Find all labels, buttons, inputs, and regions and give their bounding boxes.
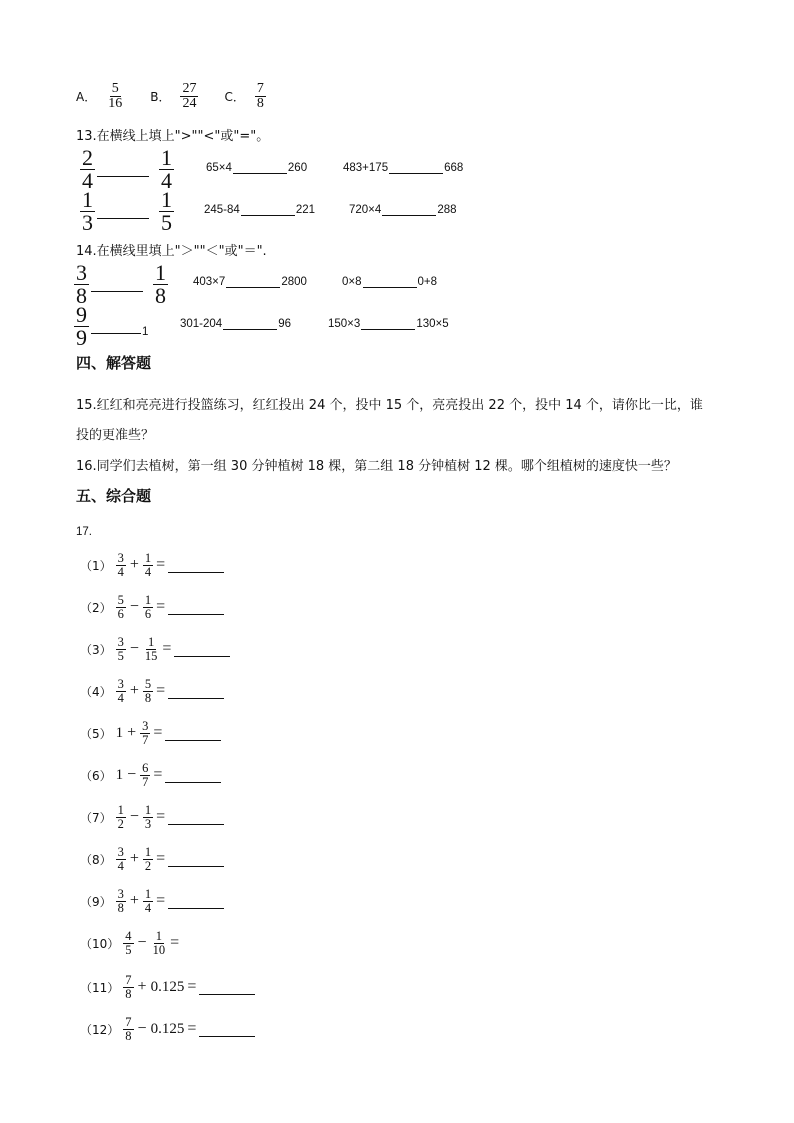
q14-row1-fraction-right: $\frac{1}{8}$ [155, 259, 166, 308]
q17-item [80, 1016, 255, 1042]
q17-item-label: （8） [80, 852, 112, 867]
q14-row1-expr-2: 0×8 0+8 [342, 276, 438, 288]
q12-options [76, 82, 266, 111]
q17-equals: = [156, 598, 166, 615]
q17-answer-blank[interactable] [199, 1022, 255, 1037]
q14-row2-blank-2[interactable] [223, 329, 277, 330]
option-c-label: C． [224, 90, 245, 104]
q14-row1-expr-1: 403×7 2800 [193, 276, 307, 288]
q17-equals: = [156, 556, 166, 573]
q14-row-1 [74, 259, 168, 308]
option-b-label: B． [150, 90, 171, 104]
q13-row1-expr-2: 483+175 668 [343, 162, 464, 174]
q17-equals: = [187, 1020, 197, 1037]
q17-fraction-a: $\frac{3}{4}$ [117, 551, 124, 579]
q14-row1-blank-3[interactable] [363, 287, 417, 288]
q17-equals: = [187, 978, 197, 995]
q17-fraction-b: $\frac{1}{4}$ [144, 887, 152, 915]
q17-item [80, 594, 224, 620]
q17-item [80, 636, 230, 662]
q13-row2-fraction-right: $\frac{1}{5}$ [161, 186, 172, 235]
q17-answer-blank[interactable] [168, 810, 224, 825]
q17-item-label: （1） [80, 558, 112, 573]
q17-answer-blank[interactable] [199, 980, 255, 995]
option-b-fraction: $\frac{27}{24}$ [182, 81, 197, 111]
q17-equals: = [156, 808, 166, 825]
q17-operator: + [137, 978, 147, 995]
q14-row2-expr-1: 301-204 96 [180, 318, 292, 330]
option-a-label: A． [76, 90, 97, 104]
q17-item [80, 846, 224, 872]
q17-item [80, 552, 224, 578]
q13-prompt: 13.在横线上填上">""<"或"="。 [76, 129, 270, 144]
q17-fraction-b: $\frac{5}{8}$ [144, 677, 152, 705]
q17-equals: = [153, 766, 163, 783]
q17-item-label: （10） [80, 936, 120, 951]
q17-answer-blank[interactable] [168, 684, 224, 699]
q13-row1-expr-1: 65×4 260 [206, 162, 308, 174]
q17-answer-blank[interactable] [168, 600, 224, 615]
q17-item [80, 888, 224, 914]
q17-equals: = [170, 934, 180, 951]
q17-answer-blank[interactable] [165, 768, 221, 783]
q17-fraction-a: $\frac{4}{5}$ [125, 929, 132, 957]
q17-item [80, 678, 224, 704]
section-5-title: 五、综合题 [76, 487, 152, 505]
q13-row1-fraction-right: $\frac{1}{4}$ [161, 144, 172, 193]
q13-row2-blank-1[interactable] [97, 218, 149, 219]
q17-answer-blank[interactable] [168, 852, 224, 867]
q17-answer-blank[interactable] [168, 894, 224, 909]
q17-fraction-a: $\frac{5}{6}$ [117, 593, 124, 621]
q13-row1-blank-2[interactable] [233, 173, 287, 174]
q14-row-2 [74, 301, 149, 350]
q17-fraction-a: $\frac{1}{2}$ [117, 803, 124, 831]
q17-item-label: （6） [80, 768, 112, 783]
q14-row2-fraction: $\frac{9}{9}$ [76, 301, 87, 350]
q17-fraction-b: $\frac{1}{6}$ [144, 593, 152, 621]
q17-answer-blank[interactable] [168, 558, 224, 573]
q17-item [80, 804, 224, 830]
q13-row2-fraction-left: $\frac{1}{3}$ [82, 186, 93, 235]
q13-row2-blank-2[interactable] [241, 215, 295, 216]
q14-prompt: 14.在横线里填上"＞""＜"或"＝". [76, 244, 267, 259]
q17-item [80, 762, 221, 788]
q16-text: 16.同学们去植树，第一组 30 分钟植树 18 棵，第二组 18 分钟植树 12 棵。哪个组植树的速度快一些？ [76, 459, 677, 474]
q13-row1-blank-3[interactable] [389, 173, 443, 174]
q17-item-label: （12） [80, 1022, 120, 1037]
q17-operator: − [129, 598, 139, 615]
q17-fraction-b: $\frac{1}{2}$ [144, 845, 152, 873]
q17-fraction-b: $\frac{1}{4}$ [144, 551, 152, 579]
q17-equals: = [162, 640, 172, 657]
q17-item-label: （4） [80, 684, 112, 699]
q17-operator: − [127, 766, 137, 783]
q13-row1-fraction-left: $\frac{2}{4}$ [82, 144, 93, 193]
q17-operator: − [137, 934, 147, 951]
option-a-fraction: $\frac{5}{16}$ [108, 81, 123, 111]
q17-operator: − [129, 640, 139, 657]
q17-item-label: （9） [80, 894, 112, 909]
q17-operator: + [129, 892, 139, 909]
q17-fraction-b: $\frac{1}{3}$ [144, 803, 152, 831]
q15-line-1: 15.红红和亮亮进行投篮练习，红红投出 24 个，投中 15 个，亮亮投出 22 个，投中 14 个，请你比一比，谁 [76, 398, 703, 413]
q17-operator: + [127, 724, 137, 741]
q17-fraction-b: $\frac{1}{10}$ [152, 929, 166, 957]
q13-row1-blank-1[interactable] [97, 176, 149, 177]
q17-operator: − [129, 808, 139, 825]
q17-fraction-a: $\frac{3}{5}$ [117, 635, 124, 663]
q14-row2-value: 1 [142, 326, 149, 338]
q13-row2-blank-3[interactable] [382, 215, 436, 216]
q17-item [80, 974, 255, 1000]
q13-row-1 [80, 144, 174, 193]
q14-row2-expr-2: 150×3 130×5 [328, 318, 449, 330]
q17-equals: = [153, 724, 163, 741]
q17-operator: + [129, 682, 139, 699]
section-4-title: 四、解答题 [76, 354, 152, 372]
q14-row1-fraction-left: $\frac{3}{8}$ [76, 259, 87, 308]
q14-row2-blank-3[interactable] [361, 329, 415, 330]
q17-fraction-a: $\frac{3}{4}$ [117, 845, 124, 873]
q17-item-label: （3） [80, 642, 112, 657]
q17-answer-blank[interactable] [174, 642, 230, 657]
q17-fraction-a: $\frac{3}{8}$ [117, 887, 124, 915]
option-c-fraction: $\frac{7}{8}$ [256, 81, 264, 111]
q17-fraction-b: $\frac{6}{7}$ [142, 761, 149, 789]
q17-equals: = [156, 682, 166, 699]
q17-operator: + [129, 556, 139, 573]
q17-decimal: 0.125 [150, 978, 185, 995]
q17-operator: + [129, 850, 139, 867]
q17-item [80, 930, 182, 956]
q17-equals: = [156, 892, 166, 909]
q13-row2-expr-2: 720×4 288 [349, 204, 457, 216]
q17-item-label: （5） [80, 726, 112, 741]
q14-row1-blank-1[interactable] [91, 291, 143, 292]
q15-line-2: 投的更准些？ [76, 428, 155, 443]
q17-label: 17. [76, 526, 92, 538]
q13-row2-expr-1: 245-84 221 [204, 204, 315, 216]
q17-integer: 1 [115, 724, 124, 741]
q14-row1-blank-2[interactable] [226, 287, 280, 288]
q13-row-2 [80, 186, 174, 235]
q17-decimal: 0.125 [150, 1020, 185, 1037]
q14-row2-blank-1[interactable] [91, 333, 141, 334]
q17-item [80, 720, 221, 746]
q17-answer-blank[interactable] [165, 726, 221, 741]
q17-operator: − [137, 1020, 147, 1037]
q17-equals: = [156, 850, 166, 867]
q17-fraction-b: $\frac{1}{15}$ [144, 635, 158, 663]
q17-item-label: （11） [80, 980, 120, 995]
q17-fraction-a: $\frac{7}{8}$ [125, 973, 132, 1001]
q17-item-label: （2） [80, 600, 112, 615]
q17-integer: 1 [115, 766, 124, 783]
q17-item-label: （7） [80, 810, 112, 825]
q17-fraction-a: $\frac{7}{8}$ [125, 1015, 132, 1043]
q17-fraction-a: $\frac{3}{4}$ [117, 677, 124, 705]
q17-fraction-b: $\frac{3}{7}$ [142, 719, 149, 747]
